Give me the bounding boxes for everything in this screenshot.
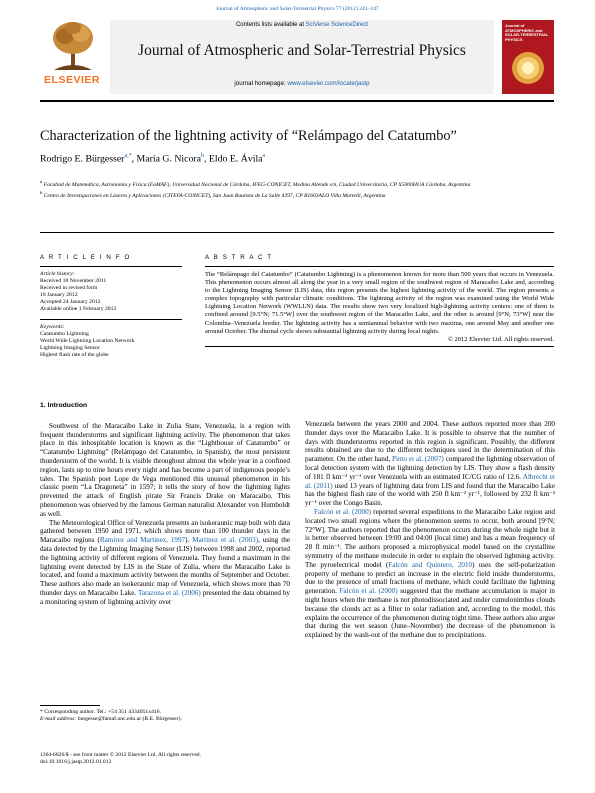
article-history: Article history: Received 18 November 2011 Received in revised form 18 January 2012 Accepted 24 January 2012 Available online 1 February 2012: [40, 271, 117, 313]
journal-title[interactable]: Journal of Atmospheric and Solar-Terrestrial Physics: [138, 42, 466, 59]
citation-link[interactable]: Albrecht et al. (2011): [305, 472, 556, 490]
author-affil-marker[interactable]: a: [262, 153, 266, 159]
keywords: Keywords: Catatumbo Lightning World Wide Lightning Location Network Lightning Imaging Sensor Highest flash rate of the globe: [40, 323, 135, 358]
cover-globe-icon: [510, 50, 546, 86]
journal-citation[interactable]: Journal of Atmospheric and Solar-Terrestrial Physics 77 (2012) 241–247: [216, 6, 379, 12]
affiliation-b: $^b$ Centro de Investigaciones en Láseres y Aplicaciones (CITEFA-CONICET), San Juan Bautista de La Salle 4397, CP B1603ALO Villa Martelli, Argentina: [40, 190, 386, 200]
keyword: World Wide Lightning Location Network: [40, 337, 135, 344]
footnote-rule: [40, 705, 100, 706]
article-title: Characterization of the lightning activity of “Relámpago del Catatumbo”: [40, 128, 457, 144]
header-rule: [40, 100, 554, 102]
abstract-copyright: © 2012 Elsevier Ltd. All rights reserved.: [447, 335, 554, 343]
author-list: Rodrigo E. Bürgesser$^{a,*}$, María G. Nicora$^b$, Eldo E. Ávila$^a$: [40, 153, 266, 165]
abstract-text: The “Relámpago del Catatumbo” (Catatumbo Lightning) is a phenomenon known for more than 500 years that occurs in Venezuela. This phenomenon occurs almost all along the year in a very small region of the southwest region of Maracaibo Lake and, according to the Lightning Imaging Sensor (LIS) data, this region presents the highest lightning activity of the world. The region presents a complex topography with particular climatic conditions. The lightning activity of the region was examined using the World Wide Lightning Location Network (WWLLN) data. The results show two very localized high-lightning activity centers: one of them is confined around [9.5°N; 71.5°W] over the southwest region of the Maracaibo Lake, and the other is around [9°N; 73°W] near the Colombia–Venezuela border. The lightning activity has a semiannual behavior with two maxima, one around May and another one around October. The diurnal cycle shows substantial lightning activity during local nights.: [205, 271, 554, 335]
elsevier-wordmark: ELSEVIER: [44, 74, 100, 86]
sciencedirect-link[interactable]: SciVerse ScienceDirect: [305, 22, 369, 28]
author-name[interactable]: Rodrigo E. Bürgesser: [40, 153, 125, 165]
divider: [40, 266, 182, 267]
paragraph: The Meteorological Office of Venezuela presents an isokeraunic map built with data gathered between 1950 and 1971, which shows more than 100 thunder days in the Maracaibo regions (Ramírez and Martinez, 1997). Martinez et al. (2003), using the data detected by the Lightning Imaging Sensor (LIS) between 1998 and 2002, reported the lightning activity of different regions of Venezuela. They found a maximum in the lightning event detected by LIS in the State of Zulia, where the Maracaibo Lake is located, and found a maximum activity between the months of September and October. These authors also made an isokeraunic map of Venezuela, which shows more than 70 thunder days on Maracaibo Lake. Tarazona et al. (2006) presented the data obtained by a monitoring system of lightning activity over: [40, 518, 290, 606]
keyword: Catatumbo Lightning: [40, 330, 89, 337]
body-column-right: [305, 420, 555, 640]
divider: [40, 319, 182, 320]
abstract: [205, 254, 554, 351]
citation-link[interactable]: Falcón and Quintero, 2010: [388, 560, 473, 569]
cover-title: Journal of ATMOSPHERIC and SOLAR-TERRESTRIAL PHYSICS: [505, 23, 549, 42]
citation-link[interactable]: Falcón et al. (2000): [339, 587, 398, 596]
paragraph: Falcón et al. (2000) reported several expeditions to the Maracaibo Lake region and located two small regions where the phenomenon seems to occur, both around [9°N; 72°W]. The authors reported that the phenomenon occurs during the whole night but it is better observed between 19:00 and 04:00 (local time) and has a mean frequency of 28 fl min⁻¹. The authors proposed a microphysical model based on the crystalline symmetry of the methane molecule in order to explain the observed lightning activity. The pyroelectrical model (Falcón and Quintero, 2010) uses the self-polarization property of methane to predict an increase in the electric field inside thunderstorms, due to the presence of small fractions of methane, which could facilitate the lightning generation. Falcón et al. (2000) suggested that the methane accumulation is major in night hours when the methane is not photodissociated and under cumulonimbus clouds because the clouds act as a filter to solar radiation and, according to the model, this explains the occurrence of the phenomenon during night time. These authors also argue that during the wet season (June–November) the decrease of the phenomenon is explained by the wash-out of the methane due to precipitations.: [305, 507, 555, 640]
citation-link[interactable]: Falcón et al. (2000): [314, 507, 372, 516]
article-info-heading: A R T I C L E I N F O: [40, 254, 131, 261]
author-affil-marker[interactable]: a,*: [124, 153, 132, 159]
divider: [205, 266, 554, 267]
author-name[interactable]: María G. Nicora: [136, 153, 202, 165]
affiliations: [40, 178, 560, 201]
keyword: Lightning Imaging Sensor: [40, 344, 100, 351]
divider: [205, 346, 554, 347]
affiliation-a: $^a$ Facultad de Matemática, Astronomía y Física (FaMAF), Universidad Nacional de Córdoba, IFEG-CONICET, Medina Allende s/n, Ciudad Universitaria, CP X5000HUA Córdoba, Argentina: [40, 179, 471, 188]
article-info: [40, 254, 182, 359]
journal-banner: [110, 20, 494, 94]
divider: [40, 232, 554, 233]
homepage-link[interactable]: www.elsevier.com/locate/jastp: [287, 80, 370, 87]
elsevier-tree-icon: [50, 20, 96, 72]
journal-cover-image[interactable]: [502, 20, 554, 94]
keyword: Highest flash rate of the globe: [40, 351, 109, 358]
author-affil-marker[interactable]: b: [201, 153, 205, 159]
citation-link[interactable]: Martinez et al. (2003): [192, 536, 259, 545]
journal-header: [40, 20, 554, 112]
elsevier-logo[interactable]: [40, 20, 104, 94]
body-column-left: [40, 402, 290, 607]
email-link[interactable]: burgesse@famaf.unc.edu.ar (R.E. Bürgesser).: [76, 716, 182, 723]
section-heading: 1. Introduction: [40, 402, 88, 409]
citation-link[interactable]: Tarazona et al. (2006): [137, 588, 201, 597]
journal-homepage: journal homepage: www.elsevier.com/locate/jastp: [234, 80, 370, 87]
issn-line: 1364-6826/$ - see front matter © 2012 Elsevier Ltd. All rights reserved.: [40, 752, 201, 758]
publication-info: [40, 752, 300, 766]
contents-line: Contents lists available at SciVerse ScienceDirect: [235, 22, 369, 28]
paragraph: Venezuela between the years 2000 and 2004. These authors reported more than 200 thunder days over the Maracaibo Lake. It is possible to observe that the number of days with thunderstorms reported in this region is significant. Possibly, the different results obtained are due to the different techniques used in the determination of this parameter. On the other hand, Pinto et al. (2007) compared the lightning observation of local detection system with the lightning detection by LIS. They show a flash density of 181 fl km⁻² yr⁻¹ over Venezuela with an estimated IC/CG ratio of 12.6. Albrecht et al. (2011) used 13 years of lightning data from LIS and found that the Maracaibo Lake has the highest flash rate of the world with 250 fl km⁻² yr⁻¹, followed by 232 fl km⁻² yr⁻¹ over the Congo Basin.: [305, 420, 556, 508]
citation-link[interactable]: Pinto et al. (2007): [392, 455, 444, 464]
citation-link[interactable]: Ramírez and Martinez, 1997: [99, 536, 186, 545]
doi-link[interactable]: doi:10.1016/j.jastp.2012.01.013: [40, 759, 112, 766]
abstract-heading: A B S T R A C T: [205, 254, 273, 261]
paragraph: Southwest of the Maracaibo Lake in Zulia State, Venezuela, is a region with frequent thunderstorms and significant lightning activity. The phenomenon that takes place in this inhospitable location is known as the “Lighthouse of Catatumbo” or “Catatumbo Lightning” (Relámpago del Catatumbo, in Spanish), the most persistent thunderstorm of the world. It is visible throughout almost the whole year in a confined region, lasts up to nine hours every night and has become a part of indigenous people’s tales. The Spanish poet Lope de Vega mentioned this unusual phenomenon in his classic poem “La Dragoneta” in 1597; it tells the story of how the lightning lights prevented the attack of English pirate Sir Francis Drake on Maracaibo. This phenomenon was observed by the famous German naturalist Alexander von Humboldt as well.: [40, 421, 290, 518]
corresponding-author-note: * Corresponding author. Tel.: +54 351 4334051x416. E-mail address: burgesse@famaf.unc.edu.ar (R.E. Bürgesser).: [40, 709, 182, 723]
author-name[interactable]: Eldo E. Ávila: [208, 153, 263, 165]
